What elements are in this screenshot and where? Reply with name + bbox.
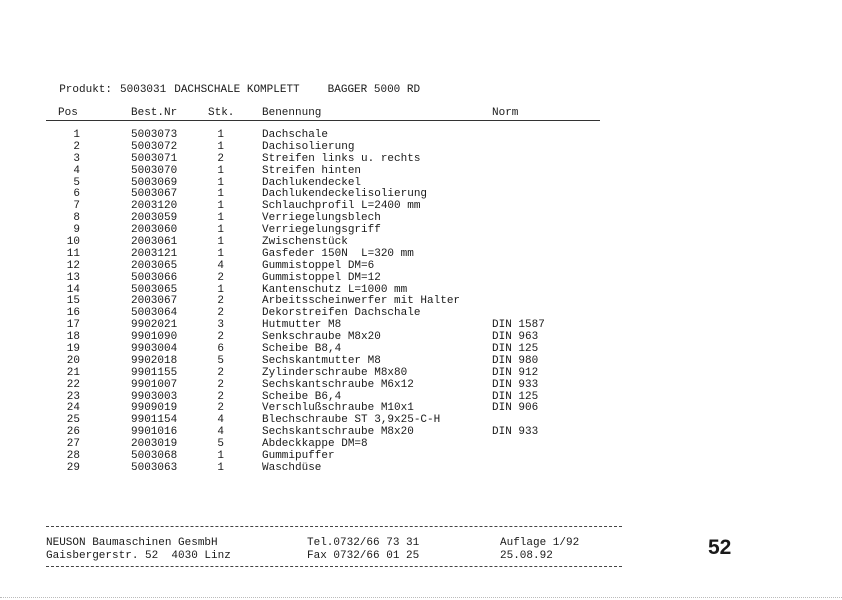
row-description: Gummipuffer (262, 450, 335, 463)
row-quantity: 2 (217, 331, 224, 344)
row-quantity: 1 (217, 247, 224, 260)
row-quantity: 1 (217, 164, 224, 177)
row-part-number: 5003064 (131, 307, 178, 320)
row-quantity: 2 (217, 390, 224, 403)
row-pos: 12 (66, 259, 80, 272)
table-row (0, 415, 842, 427)
telephone: Tel.0732/66 73 31 (307, 537, 420, 549)
table-row (0, 308, 842, 320)
row-pos: 3 (73, 152, 80, 165)
row-part-number: 2003120 (131, 200, 178, 213)
row-quantity: 1 (217, 176, 224, 189)
row-description: Verriegelungsgriff (262, 224, 381, 237)
row-part-number: 5003066 (131, 271, 178, 284)
row-part-number: 9909019 (131, 402, 178, 415)
row-description: Verschlußschraube M10x1 (262, 402, 414, 415)
row-pos: 27 (66, 438, 80, 451)
row-quantity: 1 (217, 224, 224, 237)
row-description: Dekorstreifen Dachschale (262, 307, 421, 320)
row-description: Dachlukendeckelisolierung (262, 188, 428, 201)
row-quantity: 2 (217, 366, 224, 379)
row-pos: 18 (66, 331, 80, 344)
product-label: Produkt: (59, 84, 113, 96)
table-row (0, 392, 842, 404)
row-pos: 22 (66, 378, 80, 391)
product-number: 5003031 (120, 84, 167, 96)
table-row (0, 439, 842, 451)
row-part-number: 5003069 (131, 176, 178, 189)
row-pos: 4 (73, 164, 80, 177)
row-norm: DIN 906 (492, 402, 539, 415)
row-description: Scheibe B8,4 (262, 343, 342, 356)
row-quantity: 2 (217, 295, 224, 308)
table-row (0, 368, 842, 380)
row-pos: 21 (66, 366, 80, 379)
row-part-number: 9901155 (131, 366, 178, 379)
table-row (0, 154, 842, 166)
row-description: Sechskantschraube M6x12 (262, 378, 414, 391)
row-quantity: 1 (217, 450, 224, 463)
row-pos: 10 (66, 236, 80, 249)
row-description: Blechschraube ST 3,9x25-C-H (262, 414, 441, 427)
row-pos: 9 (73, 224, 80, 237)
row-part-number: 2003065 (131, 259, 178, 272)
row-pos: 19 (66, 343, 80, 356)
row-quantity: 2 (217, 271, 224, 284)
table-row (0, 380, 842, 392)
row-quantity: 1 (217, 140, 224, 153)
row-norm: DIN 125 (492, 343, 539, 356)
row-part-number: 5003065 (131, 283, 178, 296)
row-pos: 17 (66, 319, 80, 332)
fax: Fax 0732/66 01 25 (307, 550, 420, 562)
row-norm: DIN 933 (492, 426, 539, 439)
table-row (0, 142, 842, 154)
table-row (0, 451, 842, 463)
row-description: Dachisolierung (262, 140, 355, 153)
table-row (0, 213, 842, 225)
row-norm: DIN 980 (492, 354, 539, 367)
table-row (0, 189, 842, 201)
row-quantity: 1 (217, 236, 224, 249)
row-description: Waschdüse (262, 461, 322, 474)
row-description: Dachschale (262, 129, 329, 141)
table-header (0, 107, 842, 121)
row-description: Streifen hinten (262, 164, 362, 177)
row-part-number: 5003068 (131, 450, 178, 463)
table-row (0, 296, 842, 308)
row-norm: DIN 125 (492, 390, 539, 403)
row-norm: DIN 912 (492, 366, 539, 379)
col-stk-header: Stk. (208, 107, 235, 119)
row-pos: 29 (66, 461, 80, 474)
company-address: Gaisbergerstr. 52 4030 Linz (46, 550, 231, 562)
parts-table (0, 130, 842, 475)
row-quantity: 2 (217, 402, 224, 415)
row-quantity: 2 (217, 378, 224, 391)
row-part-number: 2003121 (131, 247, 178, 260)
table-row (0, 332, 842, 344)
row-part-number: 5003070 (131, 164, 178, 177)
row-quantity: 1 (217, 283, 224, 296)
print-date: 25.08.92 (500, 550, 553, 562)
table-row (0, 356, 842, 368)
row-pos: 24 (66, 402, 80, 415)
row-part-number: 9901007 (131, 378, 178, 391)
row-pos: 6 (73, 188, 80, 201)
row-quantity: 4 (217, 259, 224, 272)
row-quantity: 1 (217, 129, 224, 141)
row-description: Sechskantmutter M8 (262, 354, 381, 367)
table-row (0, 225, 842, 237)
table-row (0, 130, 842, 142)
row-quantity: 5 (217, 438, 224, 451)
header-rule (46, 120, 600, 121)
row-pos: 11 (66, 247, 80, 260)
row-part-number: 5003067 (131, 188, 178, 201)
row-quantity: 2 (217, 307, 224, 320)
edition: Auflage 1/92 (500, 537, 580, 549)
table-row (0, 166, 842, 178)
row-pos: 25 (66, 414, 80, 427)
row-description: Gummistoppel DM=6 (262, 259, 375, 272)
row-pos: 20 (66, 354, 80, 367)
row-description: Sechskantschraube M8x20 (262, 426, 414, 439)
row-quantity: 1 (217, 212, 224, 225)
row-quantity: 1 (217, 461, 224, 474)
company-name: NEUSON Baumaschinen GesmbH (46, 537, 218, 549)
col-ben-header: Benennung (262, 107, 322, 119)
row-description: Gasfeder 150N L=320 mm (262, 247, 414, 260)
row-part-number: 2003060 (131, 224, 178, 237)
row-part-number: 5003071 (131, 152, 178, 165)
row-part-number: 5003063 (131, 461, 178, 474)
row-part-number: 9901154 (131, 414, 178, 427)
row-description: Verriegelungsblech (262, 212, 381, 225)
row-description: Senkschraube M8x20 (262, 331, 381, 344)
row-description: Gummistoppel DM=12 (262, 271, 381, 284)
footer-top-rule (46, 526, 622, 527)
product-header (46, 72, 428, 96)
page-bottom-border (0, 597, 842, 598)
table-row (0, 273, 842, 285)
row-part-number: 9901016 (131, 426, 178, 439)
table-row (0, 237, 842, 249)
table-row (0, 201, 842, 213)
table-row (0, 261, 842, 273)
row-quantity: 4 (217, 426, 224, 439)
row-norm: DIN 933 (492, 378, 539, 391)
page-number: 52 (708, 536, 732, 559)
row-pos: 2 (73, 140, 80, 153)
row-description: Zwischenstück (262, 236, 348, 249)
row-description: Abdeckkappe DM=8 (262, 438, 368, 451)
row-description: Hutmutter M8 (262, 319, 342, 332)
row-description: Kantenschutz L=1000 mm (262, 283, 408, 296)
row-pos: 13 (66, 271, 80, 284)
table-row (0, 427, 842, 439)
col-pos-header: Pos (58, 107, 78, 119)
row-description: Scheibe B6,4 (262, 390, 342, 403)
row-part-number: 2003067 (131, 295, 178, 308)
row-part-number: 5003073 (131, 129, 178, 141)
row-quantity: 1 (217, 200, 224, 213)
col-nr-header: Best.Nr (131, 107, 178, 119)
row-pos: 15 (66, 295, 80, 308)
row-pos: 28 (66, 450, 80, 463)
product-name: DACHSCHALE KOMPLETT (174, 84, 300, 96)
row-norm: DIN 1587 (492, 319, 545, 332)
row-description: Zylinderschraube M8x80 (262, 366, 408, 379)
row-pos: 23 (66, 390, 80, 403)
footer-bottom-rule (46, 566, 622, 567)
row-part-number: 9902021 (131, 319, 178, 332)
row-part-number: 2003019 (131, 438, 178, 451)
row-quantity: 6 (217, 343, 224, 356)
row-part-number: 9903003 (131, 390, 178, 403)
row-quantity: 3 (217, 319, 224, 332)
table-row (0, 320, 842, 332)
row-part-number: 9903004 (131, 343, 178, 356)
row-description: Dachlukendeckel (262, 176, 362, 189)
row-quantity: 4 (217, 414, 224, 427)
row-description: Streifen links u. rechts (262, 152, 421, 165)
row-norm: DIN 963 (492, 331, 539, 344)
table-row (0, 249, 842, 261)
row-part-number: 9901090 (131, 331, 178, 344)
row-pos: 26 (66, 426, 80, 439)
machine-name: BAGGER 5000 RD (327, 84, 421, 96)
row-part-number: 2003059 (131, 212, 178, 225)
row-part-number: 5003072 (131, 140, 178, 153)
row-quantity: 1 (217, 188, 224, 201)
table-row (0, 344, 842, 356)
row-pos: 8 (73, 212, 80, 225)
table-row (0, 463, 842, 475)
row-quantity: 2 (217, 152, 224, 165)
row-pos: 7 (73, 200, 80, 213)
row-description: Arbeitsscheinwerfer mit Halter (262, 295, 461, 308)
row-pos: 5 (73, 176, 80, 189)
row-part-number: 2003061 (131, 236, 178, 249)
row-pos: 1 (73, 129, 80, 141)
row-description: Schlauchprofil L=2400 mm (262, 200, 421, 213)
row-quantity: 5 (217, 354, 224, 367)
row-pos: 16 (66, 307, 80, 320)
col-norm-header: Norm (492, 107, 519, 119)
row-pos: 14 (66, 283, 80, 296)
row-part-number: 9902018 (131, 354, 178, 367)
